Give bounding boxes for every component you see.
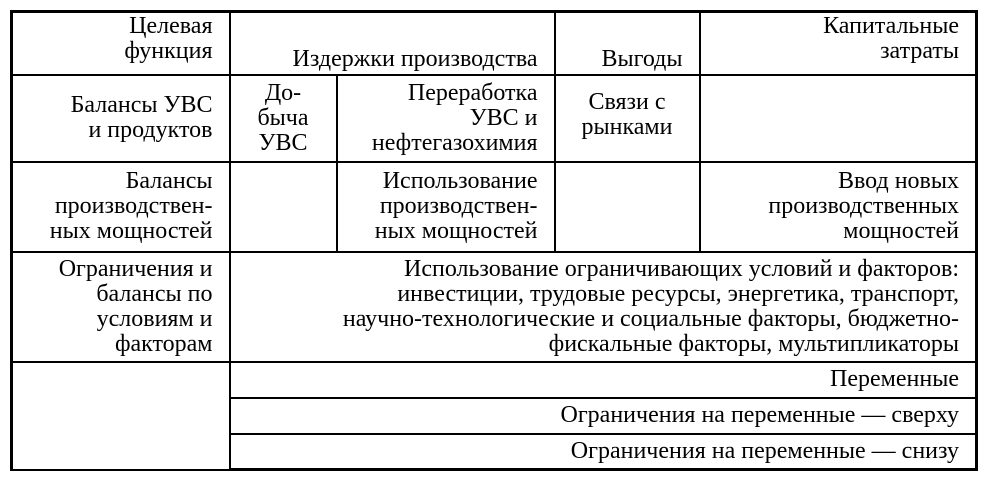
lower-bound-cell: Ограничения на переменные — снизу [230,434,977,470]
header-row [12,12,977,75]
capacity-extraction-cell [230,162,337,252]
constraints-row [12,252,977,362]
market-links-cell: Связи с рынками [555,75,700,162]
balances-capital-cell [700,75,977,162]
balances-label: Балансы УВС и продуктов [12,75,230,162]
variables-cell: Переменные [230,362,977,398]
new-capacity-cell: Ввод новых производственных мощностей [700,162,977,252]
constraints-description: Использование ограничивающих условий и факторов: инвестиции, трудовые ресурсы, энергетика, транспорт, научно-технологические и социальные факторы, бюджетно- фискальные факторы, мультипликаторы [230,252,977,362]
production-costs-header: Издержки производства [230,12,555,75]
target-function-header: Целевая функция [12,12,230,75]
capacity-benefits-cell [555,162,700,252]
processing-cell: Переработка УВС и нефтегазохимия [337,75,555,162]
variables-row [12,362,977,398]
capacity-row [12,162,977,252]
model-structure-table [10,10,978,471]
constraints-label: Ограничения и балансы по условиям и факторам [12,252,230,362]
capital-costs-header: Капитальные затраты [700,12,977,75]
benefits-header: Выгоды [555,12,700,75]
capacity-use-cell: Использование производствен- ных мощностей [337,162,555,252]
extraction-cell: До- быча УВС [230,75,337,162]
balances-row [12,75,977,162]
capacity-label: Балансы производствен- ных мощностей [12,162,230,252]
upper-bound-cell: Ограничения на переменные — сверху [230,398,977,434]
variables-label-empty [12,362,230,470]
